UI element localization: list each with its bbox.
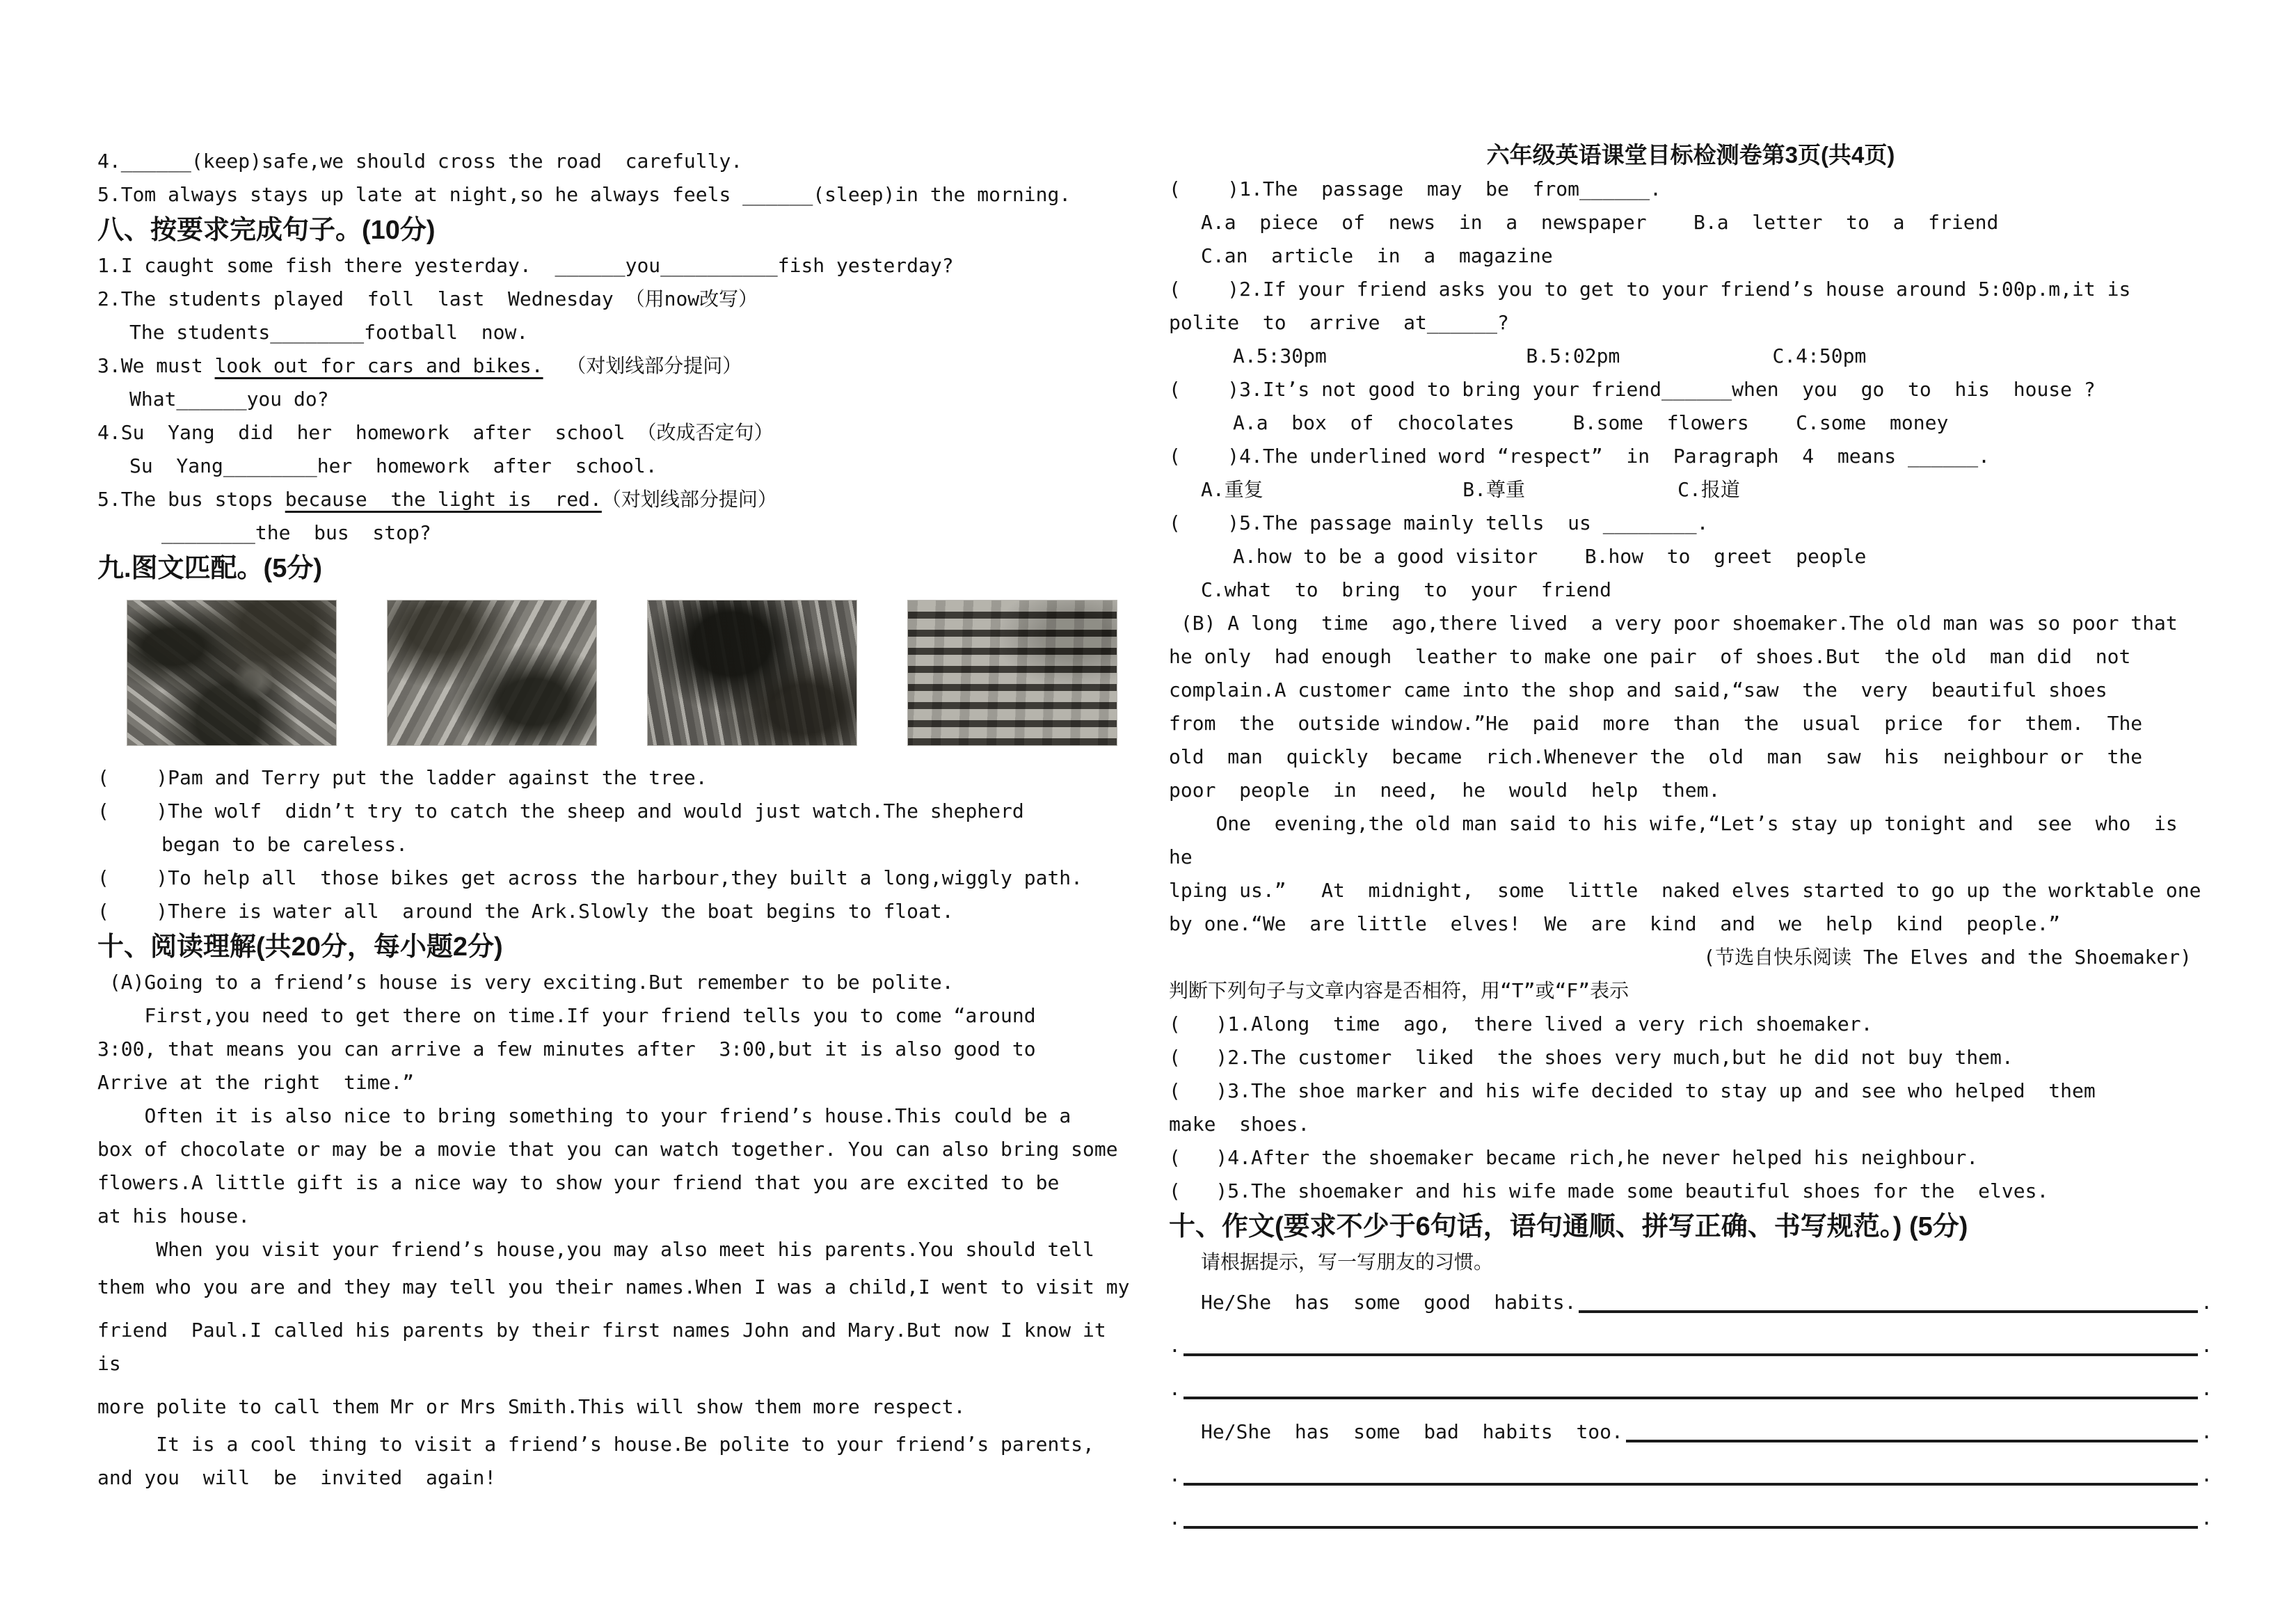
tf-item-2: [1169, 1041, 2213, 1074]
text-segment: make shoes.: [1169, 1113, 1310, 1136]
passage-a-line: [97, 966, 1141, 999]
text-segment: 1.I caught some fish there yesterday. ______you__________fish yesterday?: [97, 254, 954, 277]
text-segment: Arrive at the right time.”: [97, 1071, 415, 1094]
text-segment: A.重复 B.尊重 C.报道: [1201, 478, 1740, 501]
matching-picture-2: [387, 600, 597, 746]
writing-line: [1169, 1372, 2213, 1406]
text-segment: ( )1.Along time ago, there lived a very rich shoemaker.: [1169, 1012, 1873, 1035]
mc-question-3: [1169, 373, 2213, 406]
text-segment: friend Paul.I called his parents by their first names John and Mary.But now I know it is: [97, 1319, 1118, 1375]
text-segment: at his house.: [97, 1204, 250, 1227]
writing-line: [1169, 1329, 2213, 1362]
text-segment: (A)Going to a friend’s house is very exciting.But remember to be polite.: [97, 971, 954, 994]
text-segment: .: [1169, 1334, 1181, 1357]
writing-line-good-habits: [1169, 1286, 2213, 1319]
writing-line-bad-habits: [1169, 1415, 2213, 1449]
mc-options-5c: [1169, 573, 2213, 607]
text-segment: ( )2.If your friend asks you to get to your friend’s house around 5:00p.m,it is: [1169, 278, 2131, 301]
text-segment: 4.______(keep)safe,we should cross the road carefully.: [97, 150, 743, 173]
rewrite-question-3: [97, 349, 1141, 383]
text-segment: he only had enough leather to make one pair of shoes.But the old man did not: [1169, 645, 2131, 668]
text-segment: He/She has some good habits.: [1201, 1291, 1577, 1314]
mc-question-2: [1169, 273, 2213, 306]
matching-statement-2: [97, 795, 1141, 828]
text-segment: Often it is also nice to bring something to your friend’s house.This could be a: [97, 1104, 1071, 1127]
right-column-body: [1169, 173, 2213, 1535]
text-segment: The students________football now.: [129, 321, 529, 344]
matching-picture-4: [907, 600, 1117, 746]
mc-question-2-cont: [1169, 306, 2213, 340]
passage-a-line: [97, 1200, 1141, 1233]
text-segment: 3:00, that means you can arrive a few minutes after 3:00,but it is also good to: [97, 1037, 1036, 1060]
text-segment: Su Yang________her homework after school.: [129, 454, 657, 477]
tf-item-1: [1169, 1008, 2213, 1041]
text-segment: （对划线部分提问）: [543, 354, 742, 377]
text-segment: 请根据提示，写一写朋友的习惯。: [1201, 1250, 1494, 1273]
text-segment: ( )5.The shoemaker and his wife made some beautiful shoes for the elves.: [1169, 1179, 2049, 1202]
text-segment: ( )4.After the shoemaker became rich,he never helped his neighbour.: [1169, 1146, 1979, 1169]
rewrite-question-2: [97, 283, 1141, 316]
text-segment: box of chocolate or may be a movie that you can watch together. You can also bring some: [97, 1138, 1118, 1161]
rewrite-answer-5: [97, 516, 1141, 550]
passage-a-line: [97, 1390, 1141, 1424]
text-segment: When you visit your friend’s house,you may also meet his parents.You should tell: [97, 1238, 1094, 1261]
fill-blank-item-4: [97, 145, 1141, 178]
text-segment: C.what to bring to your friend: [1201, 578, 1612, 601]
text-segment: ( )3.The shoe marker and his wife decided to stay up and see who helped them: [1169, 1079, 2096, 1102]
tf-instruction: [1169, 974, 2213, 1008]
text-segment: .: [2201, 1463, 2213, 1486]
matching-statement-1: [97, 761, 1141, 795]
text-segment: First,you need to get there on time.If your friend tells you to come “around: [97, 1004, 1036, 1027]
mc-options-4: [1169, 473, 2213, 507]
rewrite-answer-3: [97, 383, 1141, 416]
blank-fill-line: [1183, 1372, 2198, 1399]
text-segment: One evening,the old man said to his wife,“Let’s stay up tonight and see who is he: [1169, 812, 2201, 868]
text-segment: them who you are and they may tell you their names.When I was a child,I went to visit my: [97, 1275, 1130, 1298]
rewrite-answer-2: [97, 316, 1141, 349]
passage-a-line: [97, 1033, 1141, 1066]
text-segment: ( )There is water all around the Ark.Slowly the boat begins to float.: [97, 900, 954, 923]
text-segment: ( )4.The underlined word “respect” in Paragraph 4 means ______.: [1169, 445, 1991, 468]
section-heading-composition: [1169, 1208, 2213, 1246]
passage-b-line: [1169, 874, 2213, 907]
matching-picture-1: [127, 600, 337, 746]
text-segment: 2.The students played foll last Wednesday （用now改写）: [97, 287, 758, 310]
underlined-text-segment: look out for cars and bikes.: [214, 354, 543, 377]
text-segment: 十、阅读理解(共20分，每小题2分): [97, 932, 503, 962]
matching-picture-3: [647, 600, 857, 746]
text-segment: from the outside window.”He paid more than the usual price for them. The: [1169, 712, 2143, 735]
writing-line: [1169, 1502, 2213, 1535]
passage-b-line: [1169, 674, 2213, 707]
composition-hint: [1169, 1246, 2213, 1279]
text-segment: A.how to be a good visitor B.how to greet people: [1233, 545, 1867, 568]
section-heading-10: [97, 928, 1141, 966]
matching-statement-2-cont: [97, 828, 1141, 861]
passage-b-line: [1169, 774, 2213, 807]
text-segment: .: [1169, 1377, 1181, 1400]
text-segment: (节选自快乐阅读 The Elves and the Shoemaker): [1703, 946, 2192, 969]
text-segment: 4.Su Yang did her homework after school （改成否定句）: [97, 421, 774, 444]
text-segment: A.5:30pm B.5:02pm C.4:50pm: [1233, 344, 1867, 367]
mc-options-2: [1169, 340, 2213, 373]
passage-b-line: [1169, 907, 2213, 941]
passage-a-line: [97, 1233, 1141, 1266]
text-segment: ( )2.The customer liked the shoes very much,but he did not buy them.: [1169, 1046, 2014, 1069]
text-segment: began to be careless.: [161, 833, 408, 856]
text-segment: polite to arrive at______?: [1169, 311, 1509, 334]
tf-item-4: [1169, 1141, 2213, 1175]
rewrite-question-5: [97, 483, 1141, 516]
text-segment: .: [2201, 1377, 2213, 1400]
text-segment: ( )3.It’s not good to bring your friend______when you go to his house ?: [1169, 378, 2096, 401]
text-segment: ( )1.The passage may be from______.: [1169, 177, 1662, 200]
passage-b-line: [1169, 740, 2213, 774]
section-heading-9: [97, 550, 1141, 587]
text-segment: ________the bus stop?: [161, 521, 431, 544]
text-segment: (B) A long time ago,there lived a very poor shoemaker.The old man was so poor that: [1169, 612, 2178, 635]
passage-a-line: [97, 1314, 1141, 1381]
text-segment: more polite to call them Mr or Mrs Smith.This will show them more respect.: [97, 1395, 966, 1418]
text-segment: complain.A customer came into the shop and said,“saw the very beautiful shoes: [1169, 678, 2107, 701]
text-segment: old man quickly became rich.Whenever the old man saw his neighbour or the: [1169, 745, 2143, 768]
right-column: [1169, 138, 2213, 1535]
blank-fill-line: [1183, 1329, 2198, 1356]
passage-a-line: [97, 1271, 1141, 1304]
fill-blank-item-5: [97, 178, 1141, 212]
text-segment: lping us.” At midnight, some little naked elves started to go up the worktable one: [1169, 879, 2201, 902]
text-segment: 5.The bus stops: [97, 488, 285, 511]
page-title: 六年级英语课堂目标检测卷第3页(共4页): [1486, 142, 1895, 168]
text-segment: 十、作文(要求不少于6句话，语句通顺、拼写正确、书写规范。) (5分): [1169, 1212, 1968, 1241]
rewrite-question-1: [97, 249, 1141, 283]
mc-options-5ab: [1169, 540, 2213, 573]
passage-a-line: [97, 1166, 1141, 1200]
matching-statement-3: [97, 861, 1141, 895]
passage-a-line: [97, 1066, 1141, 1099]
text-segment: by one.“We are little elves! We are kind and we help kind people.”: [1169, 912, 2061, 935]
text-segment: ( )The wolf didn’t try to catch the sheep and would just watch.The shepherd: [97, 800, 1024, 822]
mc-options-3: [1169, 406, 2213, 440]
blank-fill-line: [1579, 1286, 2198, 1313]
text-segment: He/She has some bad habits too.: [1201, 1420, 1623, 1443]
text-segment: .: [1169, 1506, 1181, 1529]
matching-pictures-row: [97, 587, 1141, 761]
text-segment: ( )5.The passage mainly tells us ________.: [1169, 511, 1709, 534]
text-segment: 判断下列句子与文章内容是否相符，用“T”或“F”表示: [1169, 979, 1629, 1002]
tf-item-3-cont: [1169, 1108, 2213, 1141]
text-segment: 5.Tom always stays up late at night,so he always feels ______(sleep)in the morning.: [97, 183, 1071, 206]
section-heading-8: [97, 212, 1141, 249]
text-segment: 八、按要求完成句子。(10分): [97, 216, 436, 245]
mc-question-1: [1169, 173, 2213, 206]
text-segment: ( )Pam and Terry put the ladder against the tree.: [97, 766, 708, 789]
writing-line: [1169, 1458, 2213, 1492]
text-segment: C.an article in a magazine: [1201, 244, 1553, 267]
mc-options-1c: [1169, 239, 2213, 273]
text-segment: A.a piece of news in a newspaper B.a letter to a friend: [1201, 211, 1999, 234]
text-segment: flowers.A little gift is a nice way to show your friend that you are excited to be: [97, 1171, 1060, 1194]
text-segment: It is a cool thing to visit a friend’s house.Be polite to your friend’s parents,: [97, 1433, 1094, 1456]
mc-question-5: [1169, 507, 2213, 540]
text-segment: 3.We must: [97, 354, 215, 377]
mc-options-1ab: [1169, 206, 2213, 239]
blank-fill-line: [1183, 1502, 2198, 1529]
passage-a-line: [97, 1099, 1141, 1133]
passage-b-line: [1169, 607, 2213, 640]
passage-b-line: [1169, 707, 2213, 740]
tf-item-3: [1169, 1074, 2213, 1108]
rewrite-question-4: [97, 416, 1141, 450]
text-segment: （对划线部分提问）: [601, 488, 777, 511]
source-note: [1169, 941, 2213, 974]
passage-a-line: [97, 999, 1141, 1033]
text-segment: and you will be invited again!: [97, 1466, 497, 1489]
rewrite-answer-4: [97, 450, 1141, 483]
text-segment: ( )To help all those bikes get across the harbour,they built a long,wiggly path.: [97, 866, 1083, 889]
mc-question-4: [1169, 440, 2213, 473]
text-segment: .: [2201, 1506, 2213, 1529]
text-segment: .: [1169, 1463, 1181, 1486]
text-segment: 九.图文匹配。(5分): [97, 554, 323, 583]
left-column: [97, 145, 1141, 1495]
text-segment: .: [2201, 1334, 2213, 1357]
blank-fill-line: [1626, 1415, 2198, 1442]
blank-fill-line: [1183, 1458, 2198, 1486]
text-segment: .: [2201, 1420, 2213, 1443]
text-segment: poor people in need, he would help them.: [1169, 779, 1721, 802]
matching-statement-4: [97, 895, 1141, 928]
passage-a-line: [97, 1461, 1141, 1495]
text-segment: A.a box of chocolates B.some flowers C.some money: [1233, 411, 1949, 434]
underlined-text-segment: because the light is red.: [285, 488, 602, 511]
passage-a-line: [97, 1428, 1141, 1461]
text-segment: What______you do?: [129, 388, 329, 411]
tf-item-5: [1169, 1175, 2213, 1208]
passage-b-line: [1169, 640, 2213, 674]
passage-b-line: [1169, 807, 2213, 874]
passage-a-line: [97, 1133, 1141, 1166]
text-segment: .: [2201, 1291, 2213, 1314]
